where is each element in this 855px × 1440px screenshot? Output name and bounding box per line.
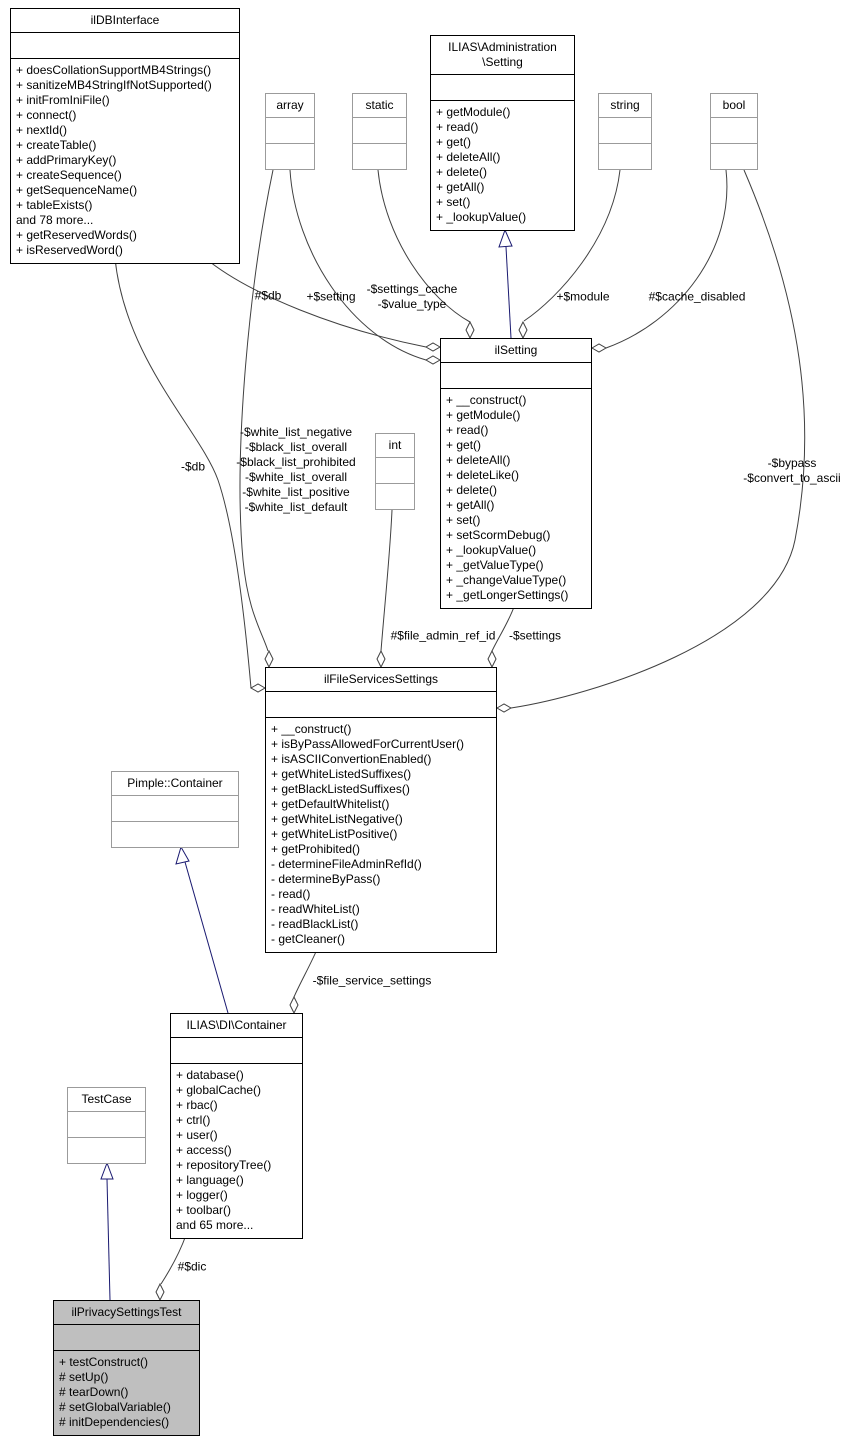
attributes-compartment <box>68 1112 145 1138</box>
edge-label-line: +$setting <box>306 289 356 304</box>
class-il-setting[interactable] <box>440 338 592 609</box>
methods-compartment <box>11 59 239 263</box>
member-row: # tearDown() <box>59 1385 129 1399</box>
inheritance-arrow <box>499 230 512 247</box>
edge-label-line: -$settings <box>508 628 562 643</box>
edge-label-line: -$convert_to_ascii <box>743 471 841 485</box>
class-title-line: ILIAS\Administration <box>448 40 557 54</box>
edge-label-line: -$white_list_negative <box>239 425 353 439</box>
class-pimple-container[interactable] <box>111 771 239 848</box>
member-row: + get() <box>446 438 482 452</box>
edge-label-module <box>556 290 609 305</box>
class-title-line: TestCase <box>81 1092 132 1106</box>
class-title-string <box>599 94 651 118</box>
class-admin-setting[interactable] <box>430 35 575 231</box>
member-row: + nextId() <box>16 123 68 137</box>
methods-compartment <box>353 144 406 169</box>
class-title-di-container <box>171 1014 302 1038</box>
edge-fss-array <box>240 170 273 667</box>
member-row: + getAll() <box>446 498 495 512</box>
aggregation-diamond <box>592 344 606 352</box>
member-row: + read() <box>446 423 489 437</box>
class-title-il-file-services-settings <box>266 668 496 692</box>
edge-ilsetting-array <box>290 170 440 364</box>
edge-label-line: -$white_list_positive <box>242 485 350 499</box>
member-row: + createSequence() <box>16 168 122 182</box>
methods-compartment <box>266 144 314 169</box>
inheritance-test-testcase <box>101 1163 113 1300</box>
edge-label-white-lists <box>236 425 355 515</box>
member-row: - readWhiteList() <box>271 902 360 916</box>
member-row: + deleteAll() <box>446 453 511 467</box>
member-row: + _changeValueType() <box>446 573 567 587</box>
member-row: + setScormDebug() <box>446 528 551 542</box>
member-row: + connect() <box>16 108 77 122</box>
class-title-il-privacy-settings-test <box>54 1301 199 1325</box>
class-title-line: ilFileServicesSettings <box>323 672 439 686</box>
methods-compartment <box>441 389 591 608</box>
edge-label-db-of-fss <box>181 460 205 475</box>
member-row: + toolbar() <box>176 1203 232 1217</box>
member-row: + language() <box>176 1173 244 1187</box>
class-title-line: int <box>388 438 402 452</box>
member-row: + doesCollationSupportMB4Strings() <box>16 63 212 77</box>
member-row: + getModule() <box>436 105 511 119</box>
aggregation-diamond <box>488 651 496 667</box>
aggregation-diamond <box>290 997 298 1013</box>
edge-label-setting-of-setting <box>306 290 355 305</box>
attributes-compartment <box>376 458 414 484</box>
class-string[interactable] <box>598 93 652 170</box>
edge-label-line: -$file_service_settings <box>312 973 432 988</box>
edge-label-line: -$black_list_overall <box>244 440 348 454</box>
aggregation-diamond <box>497 704 511 712</box>
attributes-compartment <box>441 363 591 389</box>
member-row: - read() <box>271 887 311 901</box>
class-title-admin-setting <box>431 36 574 75</box>
aggregation-diamond <box>251 684 265 692</box>
member-row: # initDependencies() <box>59 1415 170 1429</box>
edge-label-settings-of-fss <box>509 629 561 644</box>
methods-compartment <box>112 822 238 847</box>
class-test-case[interactable] <box>67 1087 146 1164</box>
edge-label-line: -$white_list_default <box>244 500 348 514</box>
class-int[interactable] <box>375 433 415 510</box>
inheritance-arrow <box>101 1163 113 1179</box>
edge-label-line: #$file_admin_ref_id <box>390 628 496 643</box>
edge-label-line: -$black_list_prohibited <box>236 455 356 469</box>
class-title-line: bool <box>722 98 746 112</box>
member-row: + delete() <box>446 483 498 497</box>
class-title-il-db-interface <box>11 9 239 33</box>
member-row: + read() <box>436 120 479 134</box>
edge-label-line: -$value_type <box>377 297 447 311</box>
attributes-compartment <box>266 118 314 144</box>
class-di-container[interactable] <box>170 1013 303 1239</box>
attributes-compartment <box>11 33 239 59</box>
class-title-line: string <box>610 98 640 112</box>
class-title-array <box>266 94 314 118</box>
class-title-line: static <box>365 98 394 112</box>
member-row: + globalCache() <box>176 1083 262 1097</box>
edge-label-settings-cache <box>367 282 458 312</box>
inheritance-ilsetting-adminsetting <box>499 230 512 338</box>
edge-label-line: #$cache_disabled <box>648 289 746 304</box>
inheritance-arrow <box>176 847 189 864</box>
attributes-compartment <box>266 692 496 718</box>
member-row: + getBlackListedSuffixes() <box>271 782 410 796</box>
member-row: + isReservedWord() <box>16 243 123 257</box>
member-row: + repositoryTree() <box>176 1158 272 1172</box>
class-title-line: ilPrivacySettingsTest <box>71 1305 182 1319</box>
class-title-bool <box>711 94 757 118</box>
member-row: + access() <box>176 1143 232 1157</box>
inheritance-container-pimple <box>176 847 228 1013</box>
class-title-line: \Setting <box>482 55 523 69</box>
member-row: + delete() <box>436 165 488 179</box>
attributes-compartment <box>54 1325 199 1351</box>
edge-label-dic <box>178 1260 207 1275</box>
member-row: # setUp() <box>59 1370 109 1384</box>
member-row: + getWhiteListNegative() <box>271 812 403 826</box>
edge-label-line: -$white_list_overall <box>244 470 348 484</box>
methods-compartment <box>599 144 651 169</box>
class-title-test-case <box>68 1088 145 1112</box>
class-title-il-setting <box>441 339 591 363</box>
edge-ilsetting-bool <box>592 170 727 352</box>
member-row: + isByPassAllowedForCurrentUser() <box>271 737 465 751</box>
edge-label-line: -$bypass <box>767 456 817 470</box>
edge-label-db-of-setting <box>255 289 282 304</box>
member-row: + database() <box>176 1068 244 1082</box>
member-row: + getDefaultWhitelist() <box>271 797 390 811</box>
attributes-compartment <box>711 118 757 144</box>
member-row: + _getValueType() <box>446 558 544 572</box>
class-title-int <box>376 434 414 458</box>
member-row: + set() <box>436 195 471 209</box>
member-row: + ctrl() <box>176 1113 211 1127</box>
methods-compartment <box>266 718 496 952</box>
member-row: - determineByPass() <box>271 872 381 886</box>
class-il-db-interface[interactable] <box>10 8 240 264</box>
class-title-static <box>353 94 406 118</box>
member-row: + __construct() <box>446 393 527 407</box>
member-row: + tableExists() <box>16 198 93 212</box>
methods-compartment <box>54 1351 199 1435</box>
edge-label-line: +$module <box>556 289 610 304</box>
member-row: + logger() <box>176 1188 228 1202</box>
class-static[interactable] <box>352 93 407 170</box>
member-row: + addPrimaryKey() <box>16 153 117 167</box>
class-array[interactable] <box>265 93 315 170</box>
member-row: - getCleaner() <box>271 932 346 946</box>
aggregation-diamond <box>426 356 440 364</box>
member-row: + set() <box>446 513 481 527</box>
member-row: + createTable() <box>16 138 97 152</box>
methods-compartment <box>376 484 414 509</box>
member-row: + getWhiteListedSuffixes() <box>271 767 412 781</box>
member-row: + testConstruct() <box>59 1355 149 1369</box>
member-row: + _getLongerSettings() <box>446 588 569 602</box>
member-row: + deleteLike() <box>446 468 520 482</box>
methods-compartment <box>68 1138 145 1163</box>
member-row: + _lookupValue() <box>436 210 527 224</box>
aggregation-diamond <box>426 343 440 351</box>
member-row: - readBlackList() <box>271 917 359 931</box>
edge-label-line: #$db <box>254 288 282 303</box>
edge-label-bypass <box>743 456 840 486</box>
class-bool[interactable] <box>710 93 758 170</box>
attributes-compartment <box>112 796 238 822</box>
attributes-compartment <box>171 1038 302 1064</box>
attributes-compartment <box>599 118 651 144</box>
class-title-line: ilSetting <box>494 343 538 357</box>
member-row: + rbac() <box>176 1098 218 1112</box>
edge-label-cache-disabled <box>649 290 746 305</box>
edge-label-line: -$settings_cache <box>366 282 458 296</box>
class-title-line: array <box>276 98 304 112</box>
aggregation-diamond <box>519 322 527 338</box>
class-il-privacy-settings-test[interactable] <box>53 1300 200 1436</box>
aggregation-diamond <box>466 322 474 338</box>
class-il-file-services-settings[interactable] <box>265 667 497 953</box>
class-title-line: ILIAS\DI\Container <box>186 1018 287 1032</box>
methods-compartment <box>171 1064 302 1238</box>
aggregation-diamond <box>377 651 385 667</box>
edge-label-file-admin-ref-id <box>391 629 496 644</box>
methods-compartment <box>711 144 757 169</box>
member-row: + getWhiteListPositive() <box>271 827 398 841</box>
edge-label-file-service-settings <box>313 974 432 989</box>
member-row: and 65 more... <box>176 1218 254 1232</box>
member-row: + getSequenceName() <box>16 183 138 197</box>
member-row: + user() <box>176 1128 218 1142</box>
member-row: + getModule() <box>446 408 521 422</box>
member-row: and 78 more... <box>16 213 94 227</box>
class-title-line: Pimple::Container <box>127 776 223 790</box>
member-row: + __construct() <box>271 722 352 736</box>
class-title-line: ilDBInterface <box>90 13 160 27</box>
methods-compartment <box>431 101 574 230</box>
attributes-compartment <box>353 118 406 144</box>
edge-label-line: -$db <box>180 459 206 474</box>
member-row: + sanitizeMB4StringIfNotSupported() <box>16 78 212 92</box>
member-row: + isASCIIConvertionEnabled() <box>271 752 432 766</box>
member-row: + getProhibited() <box>271 842 361 856</box>
member-row: + _lookupValue() <box>446 543 537 557</box>
member-row: + getReservedWords() <box>16 228 137 242</box>
member-row: + getAll() <box>436 180 485 194</box>
aggregation-diamond <box>265 651 273 667</box>
member-row: - determineFileAdminRefId() <box>271 857 422 871</box>
member-row: + deleteAll() <box>436 150 501 164</box>
attributes-compartment <box>431 75 574 101</box>
edge-label-line: #$dic <box>177 1259 207 1274</box>
member-row: + get() <box>436 135 472 149</box>
class-title-pimple-container <box>112 772 238 796</box>
aggregation-diamond <box>156 1284 164 1300</box>
member-row: # setGlobalVariable() <box>59 1400 171 1414</box>
member-row: + initFromIniFile() <box>16 93 110 107</box>
